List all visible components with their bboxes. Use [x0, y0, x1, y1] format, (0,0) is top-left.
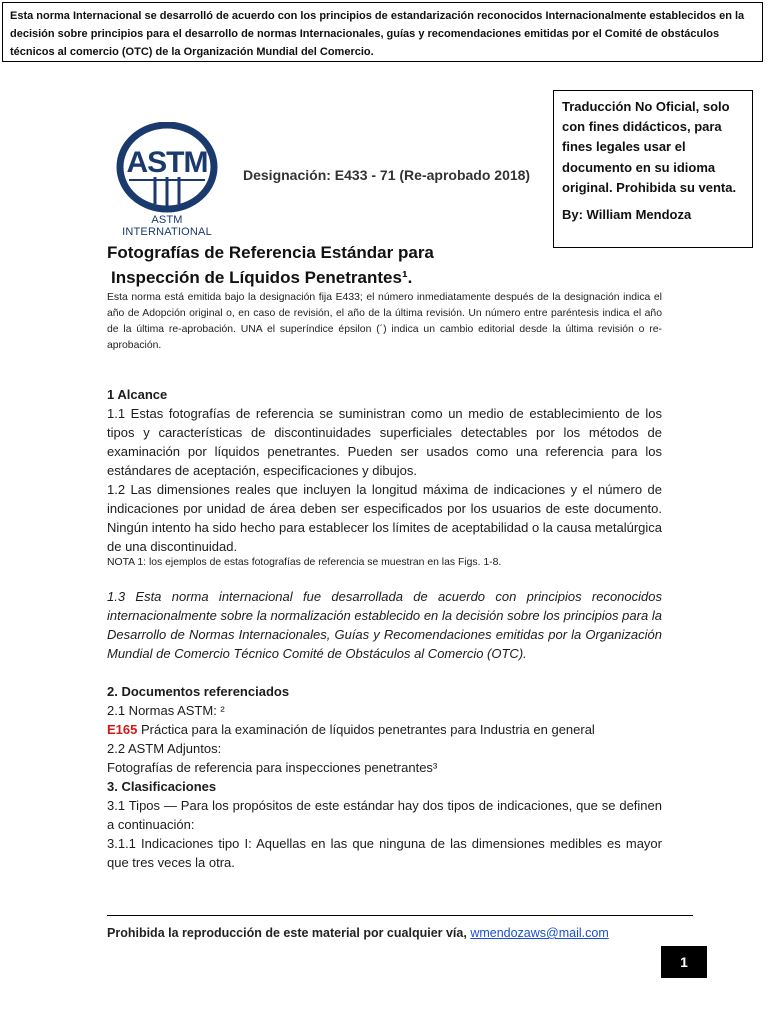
designation: Designación: E433 - 71 (Re-aprobado 2018) — [243, 167, 531, 183]
reference-text: Práctica para la examinación de líquidos penetrantes para Industria en general — [137, 722, 595, 737]
section-2-1: 2.1 Normas ASTM: ² — [107, 703, 225, 718]
translator-credit: By: William Mendoza — [562, 207, 692, 223]
title-line-2: Inspección de Líquidos Penetrantes¹. — [111, 268, 413, 287]
section-2-heading: 2. Documentos referenciados — [107, 684, 290, 699]
paragraph-3-1-1: 3.1.1 Indicaciones tipo I: Aquellas en las que ninguna de las dimensiones medibles es mayor que tres veces la otra. — [107, 836, 662, 870]
astm-logo-icon — [107, 122, 227, 214]
top-notice — [2, 2, 763, 62]
section-1 — [107, 385, 662, 570]
svg-text:ASTM: ASTM — [126, 146, 208, 179]
footer-divider — [107, 915, 693, 916]
footer-email-link[interactable]: wmendozaws@mail.com — [470, 926, 609, 940]
reference-e165 — [107, 720, 662, 739]
footer — [107, 926, 609, 940]
top-notice-text: Esta norma Internacional se desarrolló de acuerdo con los principios de estandarización reconocidos Internacionalmente establecidos en la decisión sobre principios para el desarrollo de normas Internacionales, guías y recomendaciones emitidas por el Comité de obstáculos técnicos al comercio (OTC) de la Organización Mundial del Comercio. — [10, 10, 745, 58]
footer-text: Prohibida la reproducción de este material por cualquier vía, — [107, 926, 471, 940]
reference-code: E165 — [107, 722, 138, 737]
paragraph-1-3: 1.3 Esta norma internacional fue desarrollada de acuerdo con principios reconocidos internacionalmente sobre la normalización establecido en la decisión sobre los principios para la Desarrollo de Normas Internacionales, Guías y Recomendaciones emitidas por la Organización Mundial de Comercio Técnico Comité de Obstáculos al Comercio (OTC). — [107, 589, 662, 661]
paragraph-1-1: 1.1 Estas fotografías de referencia se suministran como un medio de establecimiento de los tipos y características de discontinuidades superficiales detectables por los métodos de examinación por líquidos penetrantes. Pueden ser usados como una referencia para los estándares de aceptación, especificaciones y dibujos. — [107, 406, 662, 478]
paragraph-1-2: 1.2 Las dimensiones reales que incluyen la longitud máxima de indicaciones y el número de indicaciones por unidad de área deben ser especificados por los usuarios de este documento. Ningún intento ha sido hecho para establecer los límites de aceptabilidad o la causa metalúrgica de una discontinuidad. — [107, 482, 663, 554]
note-1: NOTA 1: los ejemplos de estas fotografías de referencia se muestran en las Figs. 1-8. — [107, 557, 502, 568]
logo-caption: ASTM INTERNATIONAL — [122, 214, 212, 238]
translation-notice-text: Traducción No Oficial, solo con fines didácticos, para fines legales usar el documento en su idioma original. Prohibida su venta. — [562, 99, 737, 195]
document-title — [107, 240, 567, 290]
section-2 — [107, 682, 662, 872]
translation-notice-box — [553, 90, 753, 248]
section-3-heading: 3. Clasificaciones — [107, 779, 217, 794]
page-number: 1 — [661, 946, 707, 978]
paragraph-3-1: 3.1 Tipos — Para los propósitos de este estándar hay dos tipos de indicaciones, que se definen a continuación: — [107, 798, 662, 832]
section-2-2: 2.2 ASTM Adjuntos: — [107, 741, 222, 756]
intro-paragraph: Esta norma está emitida bajo la designación fija E433; el número inmediatamente después de la designación indica el año de Adopción original o, en caso de revisión, el año de la última revisión. Un número entre paréntesis indica el año de la última re-aprobación. UNA el superíndice épsilon (´) indica un cambio editorial desde la última revisión o re-aprobación. — [107, 292, 662, 351]
title-line-1: Fotografías de Referencia Estándar para — [107, 243, 434, 262]
section-2-2-text: Fotografías de referencia para inspecciones penetrantes³ — [107, 760, 438, 775]
section-1-heading: 1 Alcance — [107, 387, 168, 402]
astm-logo — [107, 122, 227, 238]
